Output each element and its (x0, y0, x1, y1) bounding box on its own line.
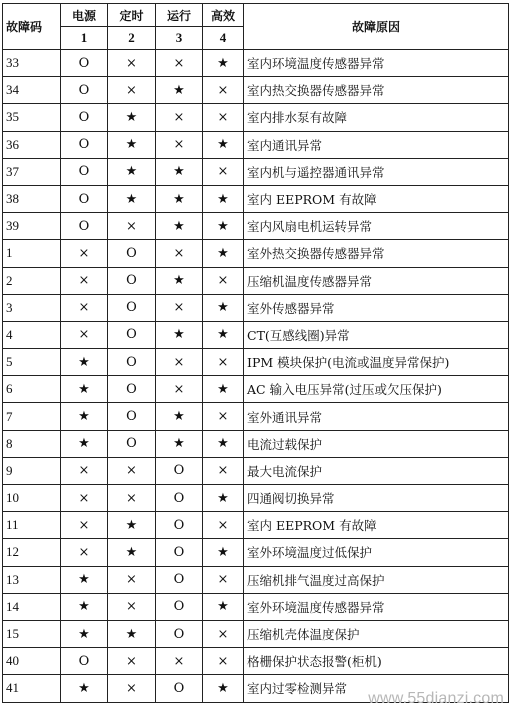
indicator-state-cell: ★ (108, 104, 156, 131)
indicator-state-cell: × (203, 403, 244, 430)
fault-cause-cell: 室外热交换器传感器异常 (244, 240, 509, 267)
table-row (3, 648, 509, 675)
table-row (3, 593, 509, 620)
indicator-state-cell: × (156, 648, 203, 675)
fault-code-cell: 8 (3, 430, 61, 457)
indicator-state-cell: ★ (156, 403, 203, 430)
indicator-state-cell: O (108, 403, 156, 430)
indicator-state-cell: O (61, 648, 108, 675)
fault-cause-cell: 室内过零检测异常 (244, 675, 509, 702)
fault-cause-cell: 室内通讯异常 (244, 131, 509, 158)
indicator-state-cell: ★ (203, 294, 244, 321)
indicator-state-cell: ★ (108, 131, 156, 158)
header-indicator-efficient: 高效 (203, 4, 244, 27)
indicator-state-cell: × (203, 457, 244, 484)
table-row (3, 294, 509, 321)
indicator-state-cell: O (108, 321, 156, 348)
indicator-state-cell: × (156, 294, 203, 321)
indicator-state-cell: × (156, 50, 203, 77)
indicator-state-cell: × (61, 267, 108, 294)
table-row (3, 457, 509, 484)
header-row-labels (3, 4, 509, 27)
indicator-state-cell: ★ (61, 620, 108, 647)
indicator-state-cell: × (203, 77, 244, 104)
header-fault-cause: 故障原因 (244, 4, 509, 50)
fault-code-cell: 2 (3, 267, 61, 294)
indicator-state-cell: O (61, 213, 108, 240)
fault-cause-cell: 室内机与遥控器通讯异常 (244, 158, 509, 185)
fault-cause-cell: 压缩机排气温度过高保护 (244, 566, 509, 593)
fault-code-cell: 5 (3, 349, 61, 376)
indicator-state-cell: × (108, 457, 156, 484)
indicator-state-cell: ★ (156, 77, 203, 104)
indicator-state-cell: ★ (203, 185, 244, 212)
indicator-state-cell: ★ (108, 158, 156, 185)
fault-cause-cell: 室外环境温度传感器异常 (244, 593, 509, 620)
fault-code-cell: 7 (3, 403, 61, 430)
indicator-state-cell: × (203, 566, 244, 593)
indicator-state-cell: × (61, 539, 108, 566)
fault-cause-cell: 最大电流保护 (244, 457, 509, 484)
fault-cause-cell: 室内 EEPROM 有故障 (244, 185, 509, 212)
indicator-state-cell: O (108, 430, 156, 457)
indicator-state-cell: O (61, 185, 108, 212)
fault-code-cell: 39 (3, 213, 61, 240)
fault-cause-cell: 四通阀切换异常 (244, 485, 509, 512)
table-row (3, 620, 509, 647)
fault-cause-cell: 压缩机温度传感器异常 (244, 267, 509, 294)
indicator-state-cell: × (203, 104, 244, 131)
indicator-state-cell: O (108, 267, 156, 294)
indicator-state-cell: O (108, 376, 156, 403)
fault-cause-cell: 格栅保护状态报警(柜机) (244, 648, 509, 675)
fault-code-cell: 41 (3, 675, 61, 702)
indicator-state-cell: ★ (203, 321, 244, 348)
fault-code-cell: 37 (3, 158, 61, 185)
indicator-state-cell: ★ (108, 539, 156, 566)
indicator-state-cell: × (203, 512, 244, 539)
fault-code-cell: 10 (3, 485, 61, 512)
fault-cause-cell: 室内排水泵有故障 (244, 104, 509, 131)
header-indicator-number: 4 (203, 27, 244, 50)
indicator-state-cell: ★ (203, 675, 244, 702)
table-row (3, 539, 509, 566)
fault-code-cell: 1 (3, 240, 61, 267)
table-row (3, 213, 509, 240)
indicator-state-cell: ★ (156, 158, 203, 185)
fault-code-cell: 6 (3, 376, 61, 403)
indicator-state-cell: × (203, 158, 244, 185)
fault-code-cell: 3 (3, 294, 61, 321)
fault-cause-cell: 室外传感器异常 (244, 294, 509, 321)
fault-code-cell: 40 (3, 648, 61, 675)
indicator-state-cell: O (156, 566, 203, 593)
table-row (3, 104, 509, 131)
indicator-state-cell: × (108, 566, 156, 593)
indicator-state-cell: × (108, 593, 156, 620)
indicator-state-cell: ★ (203, 593, 244, 620)
fault-code-cell: 34 (3, 77, 61, 104)
indicator-state-cell: × (108, 675, 156, 702)
indicator-state-cell: × (203, 349, 244, 376)
indicator-state-cell: × (156, 349, 203, 376)
indicator-state-cell: ★ (108, 185, 156, 212)
header-indicator-run: 运行 (156, 4, 203, 27)
fault-cause-cell: AC 输入电压异常(过压或欠压保护) (244, 376, 509, 403)
indicator-state-cell: ★ (61, 349, 108, 376)
fault-code-cell: 14 (3, 593, 61, 620)
fault-cause-cell: 室内风扇电机运转异常 (244, 213, 509, 240)
table-row (3, 566, 509, 593)
indicator-state-cell: ★ (61, 403, 108, 430)
indicator-state-cell: ★ (203, 430, 244, 457)
indicator-state-cell: ★ (156, 185, 203, 212)
indicator-state-cell: × (61, 321, 108, 348)
indicator-state-cell: O (61, 104, 108, 131)
fault-cause-cell: 室内热交换器传感器异常 (244, 77, 509, 104)
indicator-state-cell: × (61, 457, 108, 484)
fault-code-cell: 38 (3, 185, 61, 212)
fault-code-cell: 4 (3, 321, 61, 348)
table-row (3, 240, 509, 267)
table-row (3, 485, 509, 512)
indicator-state-cell: ★ (156, 213, 203, 240)
indicator-state-cell: O (156, 457, 203, 484)
indicator-state-cell: × (156, 376, 203, 403)
indicator-state-cell: ★ (61, 430, 108, 457)
indicator-state-cell: ★ (61, 376, 108, 403)
fault-cause-cell: 压缩机壳体温度保护 (244, 620, 509, 647)
fault-cause-cell: IPM 模块保护(电流或温度异常保护) (244, 349, 509, 376)
indicator-state-cell: O (156, 539, 203, 566)
indicator-state-cell: ★ (203, 213, 244, 240)
indicator-state-cell: O (108, 294, 156, 321)
indicator-state-cell: O (156, 675, 203, 702)
fault-code-cell: 15 (3, 620, 61, 647)
indicator-state-cell: O (61, 50, 108, 77)
indicator-state-cell: ★ (203, 539, 244, 566)
indicator-state-cell: ★ (156, 321, 203, 348)
table-row (3, 512, 509, 539)
indicator-state-cell: ★ (108, 620, 156, 647)
indicator-state-cell: × (108, 648, 156, 675)
fault-code-cell: 13 (3, 566, 61, 593)
indicator-state-cell: ★ (203, 485, 244, 512)
indicator-state-cell: O (61, 131, 108, 158)
fault-cause-cell: 室外通讯异常 (244, 403, 509, 430)
indicator-state-cell: O (108, 349, 156, 376)
indicator-state-cell: × (61, 485, 108, 512)
indicator-state-cell: ★ (108, 512, 156, 539)
header-indicator-number: 1 (61, 27, 108, 50)
table-row (3, 403, 509, 430)
indicator-state-cell: O (61, 158, 108, 185)
header-indicator-power: 电源 (61, 4, 108, 27)
table-row (3, 131, 509, 158)
fault-cause-cell: CT(互感线圈)异常 (244, 321, 509, 348)
indicator-state-cell: × (203, 267, 244, 294)
indicator-state-cell: × (156, 104, 203, 131)
fault-code-cell: 35 (3, 104, 61, 131)
indicator-state-cell: × (61, 240, 108, 267)
indicator-state-cell: × (203, 648, 244, 675)
fault-cause-cell: 电流过载保护 (244, 430, 509, 457)
indicator-state-cell: O (156, 512, 203, 539)
indicator-state-cell: ★ (156, 430, 203, 457)
header-indicator-number: 3 (156, 27, 203, 50)
indicator-state-cell: ★ (61, 566, 108, 593)
fault-code-cell: 11 (3, 512, 61, 539)
fault-cause-cell: 室外环境温度过低保护 (244, 539, 509, 566)
table-row (3, 376, 509, 403)
table-row (3, 321, 509, 348)
indicator-state-cell: O (156, 620, 203, 647)
indicator-state-cell: × (203, 620, 244, 647)
indicator-state-cell: ★ (203, 50, 244, 77)
fault-code-cell: 33 (3, 50, 61, 77)
fault-cause-cell: 室内环境温度传感器异常 (244, 50, 509, 77)
table-row (3, 267, 509, 294)
fault-code-table (2, 3, 509, 703)
watermark: www.55dianzi.com (368, 690, 504, 707)
indicator-state-cell: ★ (156, 267, 203, 294)
table-row (3, 185, 509, 212)
indicator-state-cell: ★ (203, 376, 244, 403)
table-row (3, 430, 509, 457)
indicator-state-cell: ★ (203, 131, 244, 158)
fault-code-cell: 9 (3, 457, 61, 484)
header-indicator-timer: 定时 (108, 4, 156, 27)
table-row (3, 77, 509, 104)
indicator-state-cell: ★ (61, 593, 108, 620)
indicator-state-cell: × (61, 512, 108, 539)
header-fault-code: 故障码 (3, 4, 61, 50)
fault-code-cell: 36 (3, 131, 61, 158)
indicator-state-cell: × (61, 294, 108, 321)
header-indicator-number: 2 (108, 27, 156, 50)
table-row (3, 50, 509, 77)
indicator-state-cell: × (108, 485, 156, 512)
indicator-state-cell: × (156, 240, 203, 267)
indicator-state-cell: O (108, 240, 156, 267)
fault-code-cell: 12 (3, 539, 61, 566)
indicator-state-cell: × (108, 50, 156, 77)
indicator-state-cell: O (156, 485, 203, 512)
table-row (3, 349, 509, 376)
indicator-state-cell: × (156, 131, 203, 158)
indicator-state-cell: × (108, 77, 156, 104)
table-row (3, 158, 509, 185)
fault-cause-cell: 室内 EEPROM 有故障 (244, 512, 509, 539)
indicator-state-cell: ★ (203, 240, 244, 267)
indicator-state-cell: O (61, 77, 108, 104)
indicator-state-cell: ★ (61, 675, 108, 702)
indicator-state-cell: O (156, 593, 203, 620)
indicator-state-cell: × (108, 213, 156, 240)
